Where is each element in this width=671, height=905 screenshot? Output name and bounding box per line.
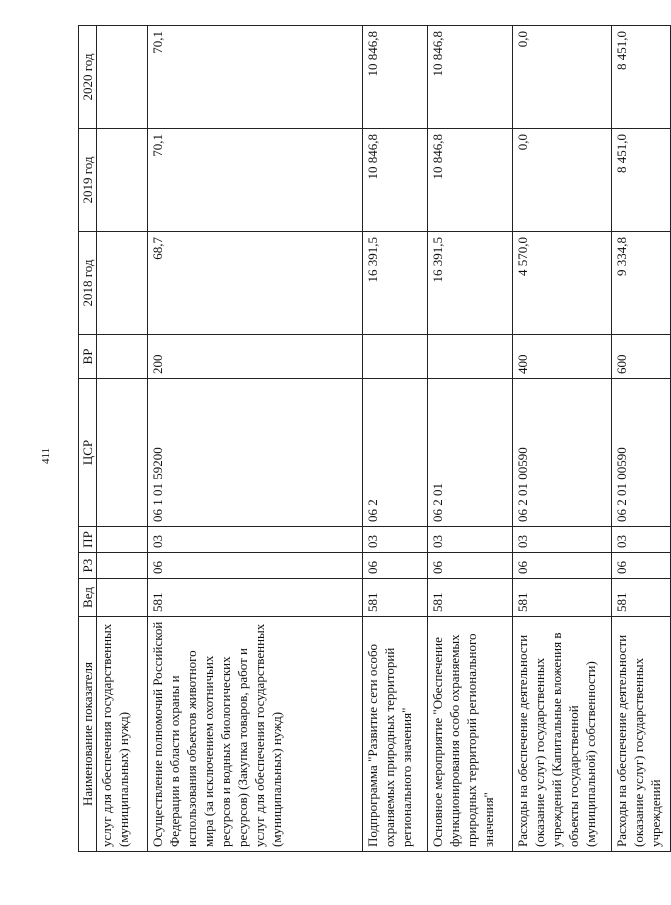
cell-2019: 10 846,8 bbox=[363, 129, 428, 232]
table-row bbox=[428, 26, 513, 852]
cell-vr: 400 bbox=[513, 335, 612, 379]
cell-rz: 06 bbox=[428, 553, 513, 579]
cell-name: Основное мероприятие "Обеспечение функционирования особо охраняемых природных территорий регионального значения" bbox=[428, 617, 513, 852]
cell-name: Расходы на обеспечение деятельности (оказание услуг) государственных учреждений (Капитальные вложения в объекты государственной (муниципальной) собственности) bbox=[513, 617, 612, 852]
cell-2020: 10 846,8 bbox=[428, 26, 513, 129]
cell-vr bbox=[363, 335, 428, 379]
table-row bbox=[363, 26, 428, 852]
header-vr: ВР bbox=[79, 335, 97, 379]
cell-2020: 0,0 bbox=[513, 26, 612, 129]
cell-2018: 4 570,0 bbox=[513, 232, 612, 335]
cell-2020: 70,1 bbox=[148, 26, 363, 129]
cell-name: Подпрограмма "Развитие сети особо охраняемых природных территорий регионального значения" bbox=[363, 617, 428, 852]
cell-ved bbox=[97, 579, 148, 617]
table-row bbox=[513, 26, 612, 852]
cell-vr: 200 bbox=[148, 335, 363, 379]
cell-csr: 06 1 01 59200 bbox=[148, 379, 363, 527]
cell-2019 bbox=[97, 129, 148, 232]
header-csr: ЦСР bbox=[79, 379, 97, 527]
header-2019: 2019 год bbox=[79, 129, 97, 232]
cell-2018: 9 334,8 bbox=[612, 232, 671, 335]
header-ved: Вед bbox=[79, 579, 97, 617]
cell-name: Расходы на обеспечение деятельности (оказание услуг) государственных учреждений bbox=[612, 617, 671, 852]
cell-csr: 06 2 01 00590 bbox=[612, 379, 671, 527]
cell-2020: 10 846,8 bbox=[363, 26, 428, 129]
cell-vr: 600 bbox=[612, 335, 671, 379]
cell-2020: 8 451,0 bbox=[612, 26, 671, 129]
header-2018: 2018 год bbox=[79, 232, 97, 335]
cell-pr bbox=[97, 527, 148, 553]
cell-ved: 581 bbox=[428, 579, 513, 617]
table-row bbox=[612, 26, 671, 852]
budget-table bbox=[78, 25, 671, 852]
table-row bbox=[97, 26, 148, 852]
cell-pr: 03 bbox=[148, 527, 363, 553]
cell-pr: 03 bbox=[363, 527, 428, 553]
cell-2018: 68,7 bbox=[148, 232, 363, 335]
cell-2018 bbox=[97, 232, 148, 335]
cell-csr bbox=[97, 379, 148, 527]
cell-ved: 581 bbox=[513, 579, 612, 617]
cell-rz: 06 bbox=[513, 553, 612, 579]
cell-name: Осуществление полномочий Российской Федерации в области охраны и использования объектов животного мира (за исключением охотничьих ресурсов и водных биологических ресурсов) (Закупка товаров, работ и услуг для обеспечения государственных (муниципальных) нужд) bbox=[148, 617, 363, 852]
cell-rz: 06 bbox=[148, 553, 363, 579]
cell-2019: 0,0 bbox=[513, 129, 612, 232]
cell-name: услуг для обеспечения государственных (муниципальных) нужд) bbox=[97, 617, 148, 852]
cell-2019: 8 451,0 bbox=[612, 129, 671, 232]
cell-rz: 06 bbox=[612, 553, 671, 579]
cell-csr: 06 2 01 00590 bbox=[513, 379, 612, 527]
cell-rz: 06 bbox=[363, 553, 428, 579]
cell-csr: 06 2 bbox=[363, 379, 428, 527]
table-row bbox=[148, 26, 363, 852]
cell-rz bbox=[97, 553, 148, 579]
cell-pr: 03 bbox=[612, 527, 671, 553]
cell-ved: 581 bbox=[612, 579, 671, 617]
cell-2019: 70,1 bbox=[148, 129, 363, 232]
page-number: 411 bbox=[40, 447, 53, 465]
header-rz: РЗ bbox=[79, 553, 97, 579]
cell-2019: 10 846,8 bbox=[428, 129, 513, 232]
cell-ved: 581 bbox=[148, 579, 363, 617]
cell-vr bbox=[428, 335, 513, 379]
cell-ved: 581 bbox=[363, 579, 428, 617]
cell-pr: 03 bbox=[513, 527, 612, 553]
table-header bbox=[79, 26, 97, 852]
header-name: Наименование показателя bbox=[79, 617, 97, 852]
cell-vr bbox=[97, 335, 148, 379]
budget-table-rotated bbox=[78, 25, 663, 852]
cell-2018: 16 391,5 bbox=[428, 232, 513, 335]
header-pr: ПР bbox=[79, 527, 97, 553]
header-2020: 2020 год bbox=[79, 26, 97, 129]
cell-csr: 06 2 01 bbox=[428, 379, 513, 527]
cell-2020 bbox=[97, 26, 148, 129]
cell-2018: 16 391,5 bbox=[363, 232, 428, 335]
cell-pr: 03 bbox=[428, 527, 513, 553]
